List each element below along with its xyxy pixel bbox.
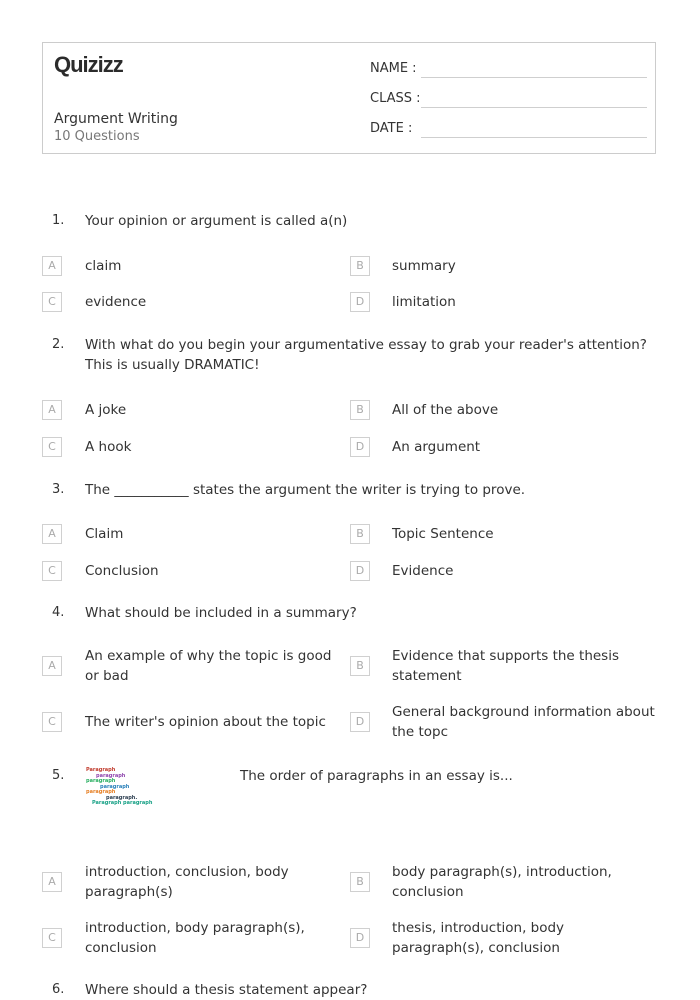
image-word: paragraph. bbox=[106, 794, 138, 801]
image-word: paragraph bbox=[100, 783, 130, 790]
option-c[interactable]: The writer's opinion about the topic bbox=[85, 714, 326, 730]
option-letter-c[interactable]: C bbox=[42, 437, 62, 457]
name-line[interactable] bbox=[421, 77, 647, 78]
option-letter-b[interactable]: B bbox=[350, 400, 370, 420]
image-word: Paragraph bbox=[86, 767, 116, 773]
option-d[interactable]: An argument bbox=[392, 439, 481, 455]
question-number: 5. bbox=[52, 768, 65, 783]
date-label: DATE : bbox=[370, 121, 413, 136]
question-count: 10 Questions bbox=[54, 129, 140, 144]
option-letter-a[interactable]: A bbox=[42, 872, 62, 892]
class-field[interactable] bbox=[370, 91, 421, 106]
question-text: Your opinion or argument is called a(n) bbox=[85, 213, 348, 229]
image-word: Paragraph paragraph bbox=[92, 800, 153, 806]
option-b[interactable]: body paragraph(s), introduction, conclusion bbox=[392, 864, 612, 900]
option-letter-b[interactable]: B bbox=[350, 872, 370, 892]
question-text: What should be included in a summary? bbox=[85, 605, 357, 621]
option-letter-b[interactable]: B bbox=[350, 656, 370, 676]
class-label: CLASS : bbox=[370, 91, 421, 106]
question-text: With what do you begin your argumentative essay to grab your reader's attention? This is usually DRAMATIC! bbox=[85, 337, 647, 373]
option-d[interactable]: limitation bbox=[392, 294, 456, 310]
question-number: 1. bbox=[52, 213, 65, 228]
worksheet-title: Argument Writing bbox=[54, 111, 178, 127]
option-letter-b[interactable]: B bbox=[350, 524, 370, 544]
option-letter-c[interactable]: C bbox=[42, 928, 62, 948]
question-text: The ___________ states the argument the writer is trying to prove. bbox=[85, 482, 526, 498]
option-letter-a[interactable]: A bbox=[42, 400, 62, 420]
option-letter-c[interactable]: C bbox=[42, 292, 62, 312]
option-c[interactable]: A hook bbox=[85, 439, 132, 455]
option-a[interactable]: introduction, conclusion, body paragraph(s) bbox=[85, 864, 289, 900]
option-letter-d[interactable]: D bbox=[350, 292, 370, 312]
image-word: paragraph bbox=[96, 772, 126, 779]
option-letter-d[interactable]: D bbox=[350, 437, 370, 457]
question-number: 3. bbox=[52, 482, 65, 497]
question-number: 2. bbox=[52, 337, 65, 352]
option-c[interactable]: evidence bbox=[85, 294, 147, 310]
image-word: paragraph bbox=[86, 778, 116, 784]
question-number: 6. bbox=[52, 982, 65, 997]
option-letter-d[interactable]: D bbox=[350, 561, 370, 581]
option-d[interactable]: Evidence bbox=[392, 563, 454, 579]
option-d[interactable]: thesis, introduction, body paragraph(s), conclusion bbox=[392, 920, 565, 956]
option-letter-a[interactable]: A bbox=[42, 256, 62, 276]
class-line[interactable] bbox=[421, 107, 647, 108]
question-number: 4. bbox=[52, 605, 65, 620]
question-text: The order of paragraphs in an essay is... bbox=[240, 768, 513, 784]
option-d[interactable]: General background information about the topc bbox=[392, 704, 655, 740]
option-a[interactable]: claim bbox=[85, 258, 122, 274]
option-letter-a[interactable]: A bbox=[42, 524, 62, 544]
option-b[interactable]: Evidence that supports the thesis statement bbox=[392, 648, 620, 684]
name-label: NAME : bbox=[370, 61, 417, 76]
option-b[interactable]: summary bbox=[392, 258, 456, 274]
option-letter-b[interactable]: B bbox=[350, 256, 370, 276]
option-letter-d[interactable]: D bbox=[350, 712, 370, 732]
date-field[interactable] bbox=[370, 121, 412, 136]
option-letter-d[interactable]: D bbox=[350, 928, 370, 948]
option-letter-c[interactable]: C bbox=[42, 712, 62, 732]
option-b[interactable]: All of the above bbox=[392, 402, 499, 418]
option-a[interactable]: Claim bbox=[85, 526, 124, 542]
option-letter-c[interactable]: C bbox=[42, 561, 62, 581]
option-a[interactable]: An example of why the topic is good or bad bbox=[85, 648, 332, 684]
option-c[interactable]: Conclusion bbox=[85, 563, 159, 579]
worksheet-header bbox=[42, 42, 656, 154]
option-c[interactable]: introduction, body paragraph(s), conclusion bbox=[85, 920, 305, 956]
paragraph-words-image bbox=[86, 768, 226, 834]
image-word: paragraph bbox=[86, 789, 116, 795]
option-a[interactable]: A joke bbox=[85, 402, 127, 418]
question-text: Where should a thesis statement appear? bbox=[85, 982, 368, 998]
option-b[interactable]: Topic Sentence bbox=[392, 526, 494, 542]
quizizz-logo: Quizizz bbox=[54, 52, 123, 77]
option-letter-a[interactable]: A bbox=[42, 656, 62, 676]
date-line[interactable] bbox=[421, 137, 647, 138]
name-field[interactable] bbox=[370, 61, 417, 76]
